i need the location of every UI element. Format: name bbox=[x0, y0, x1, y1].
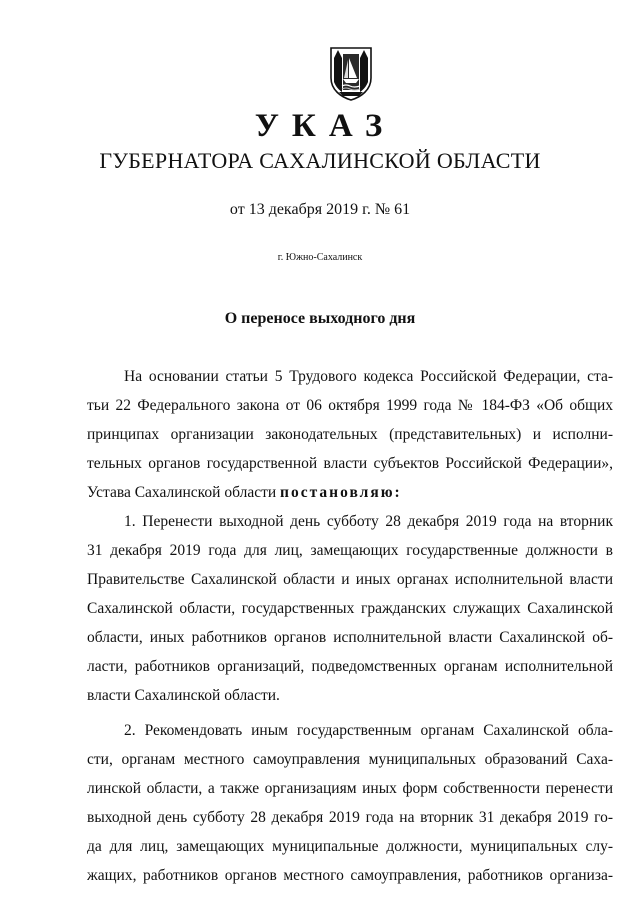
paragraph2-line: да для лиц, замещающих муниципальные должности, муниципальных слу- bbox=[87, 838, 613, 855]
decree-date-number: от 13 декабря 2019 г. № 61 bbox=[229, 201, 411, 218]
preamble-line: принципах организации законодательных (представительных) и исполни- bbox=[87, 426, 613, 443]
paragraph1-line: Сахалинской области, государственных гражданских служащих Сахалинской bbox=[87, 600, 613, 617]
paragraph1-line: 1. Перенести выходной день субботу 28 декабря 2019 года на вторник bbox=[124, 513, 613, 530]
paragraph2-line: линской области, а также организациям иных форм собственности перенести bbox=[87, 780, 613, 797]
paragraph1-line: 31 декабря 2019 года для лиц, замещающих государственные должности в bbox=[87, 542, 613, 559]
paragraph1-line: Правительстве Сахалинской области и иных органах исполнительной власти bbox=[87, 571, 613, 588]
preamble-line-text: Устава Сахалинской области bbox=[87, 484, 281, 501]
preamble-line: тьи 22 Федерального закона от 06 октября 1999 года № 184-ФЗ «Об общих bbox=[87, 397, 613, 414]
paragraph2-line: сти, органам местного самоуправления муниципальных образований Саха- bbox=[87, 751, 613, 768]
preamble-last-line bbox=[87, 478, 613, 507]
paragraph1-line: власти Сахалинской области. bbox=[87, 687, 280, 704]
paragraph2-line: выходной день субботу 28 декабря 2019 года на вторник 31 декабря 2019 го- bbox=[87, 809, 613, 826]
paragraph1-line: области, иных работников органов исполнительной власти Сахалинской об- bbox=[87, 629, 613, 646]
issuer-title: ГУБЕРНАТОРА САХАЛИНСКОЙ ОБЛАСТИ bbox=[99, 148, 541, 173]
preamble-line: На основании статьи 5 Трудового кодекса Российской Федерации, ста- bbox=[124, 368, 613, 385]
issue-city: г. Южно-Сахалинск bbox=[277, 252, 363, 263]
decree-body bbox=[87, 362, 613, 890]
decree-heading: О переносе выходного дня bbox=[224, 310, 416, 327]
preamble-line: тельных органов государственной власти субъектов Российской Федерации», bbox=[87, 455, 613, 472]
paragraph2-line: жащих, работников органов местного самоуправления, работников организа- bbox=[87, 867, 613, 884]
decree-title: УКАЗ bbox=[254, 108, 396, 144]
paragraph2-line: 2. Рекомендовать иным государственным органам Сахалинской обла- bbox=[124, 722, 613, 739]
paragraph1-line: ласти, работников организаций, подведомственных органам исполнительной bbox=[87, 658, 613, 675]
coat-of-arms-sakhalin-icon bbox=[325, 44, 377, 102]
decree-word: постановляю: bbox=[280, 484, 402, 501]
